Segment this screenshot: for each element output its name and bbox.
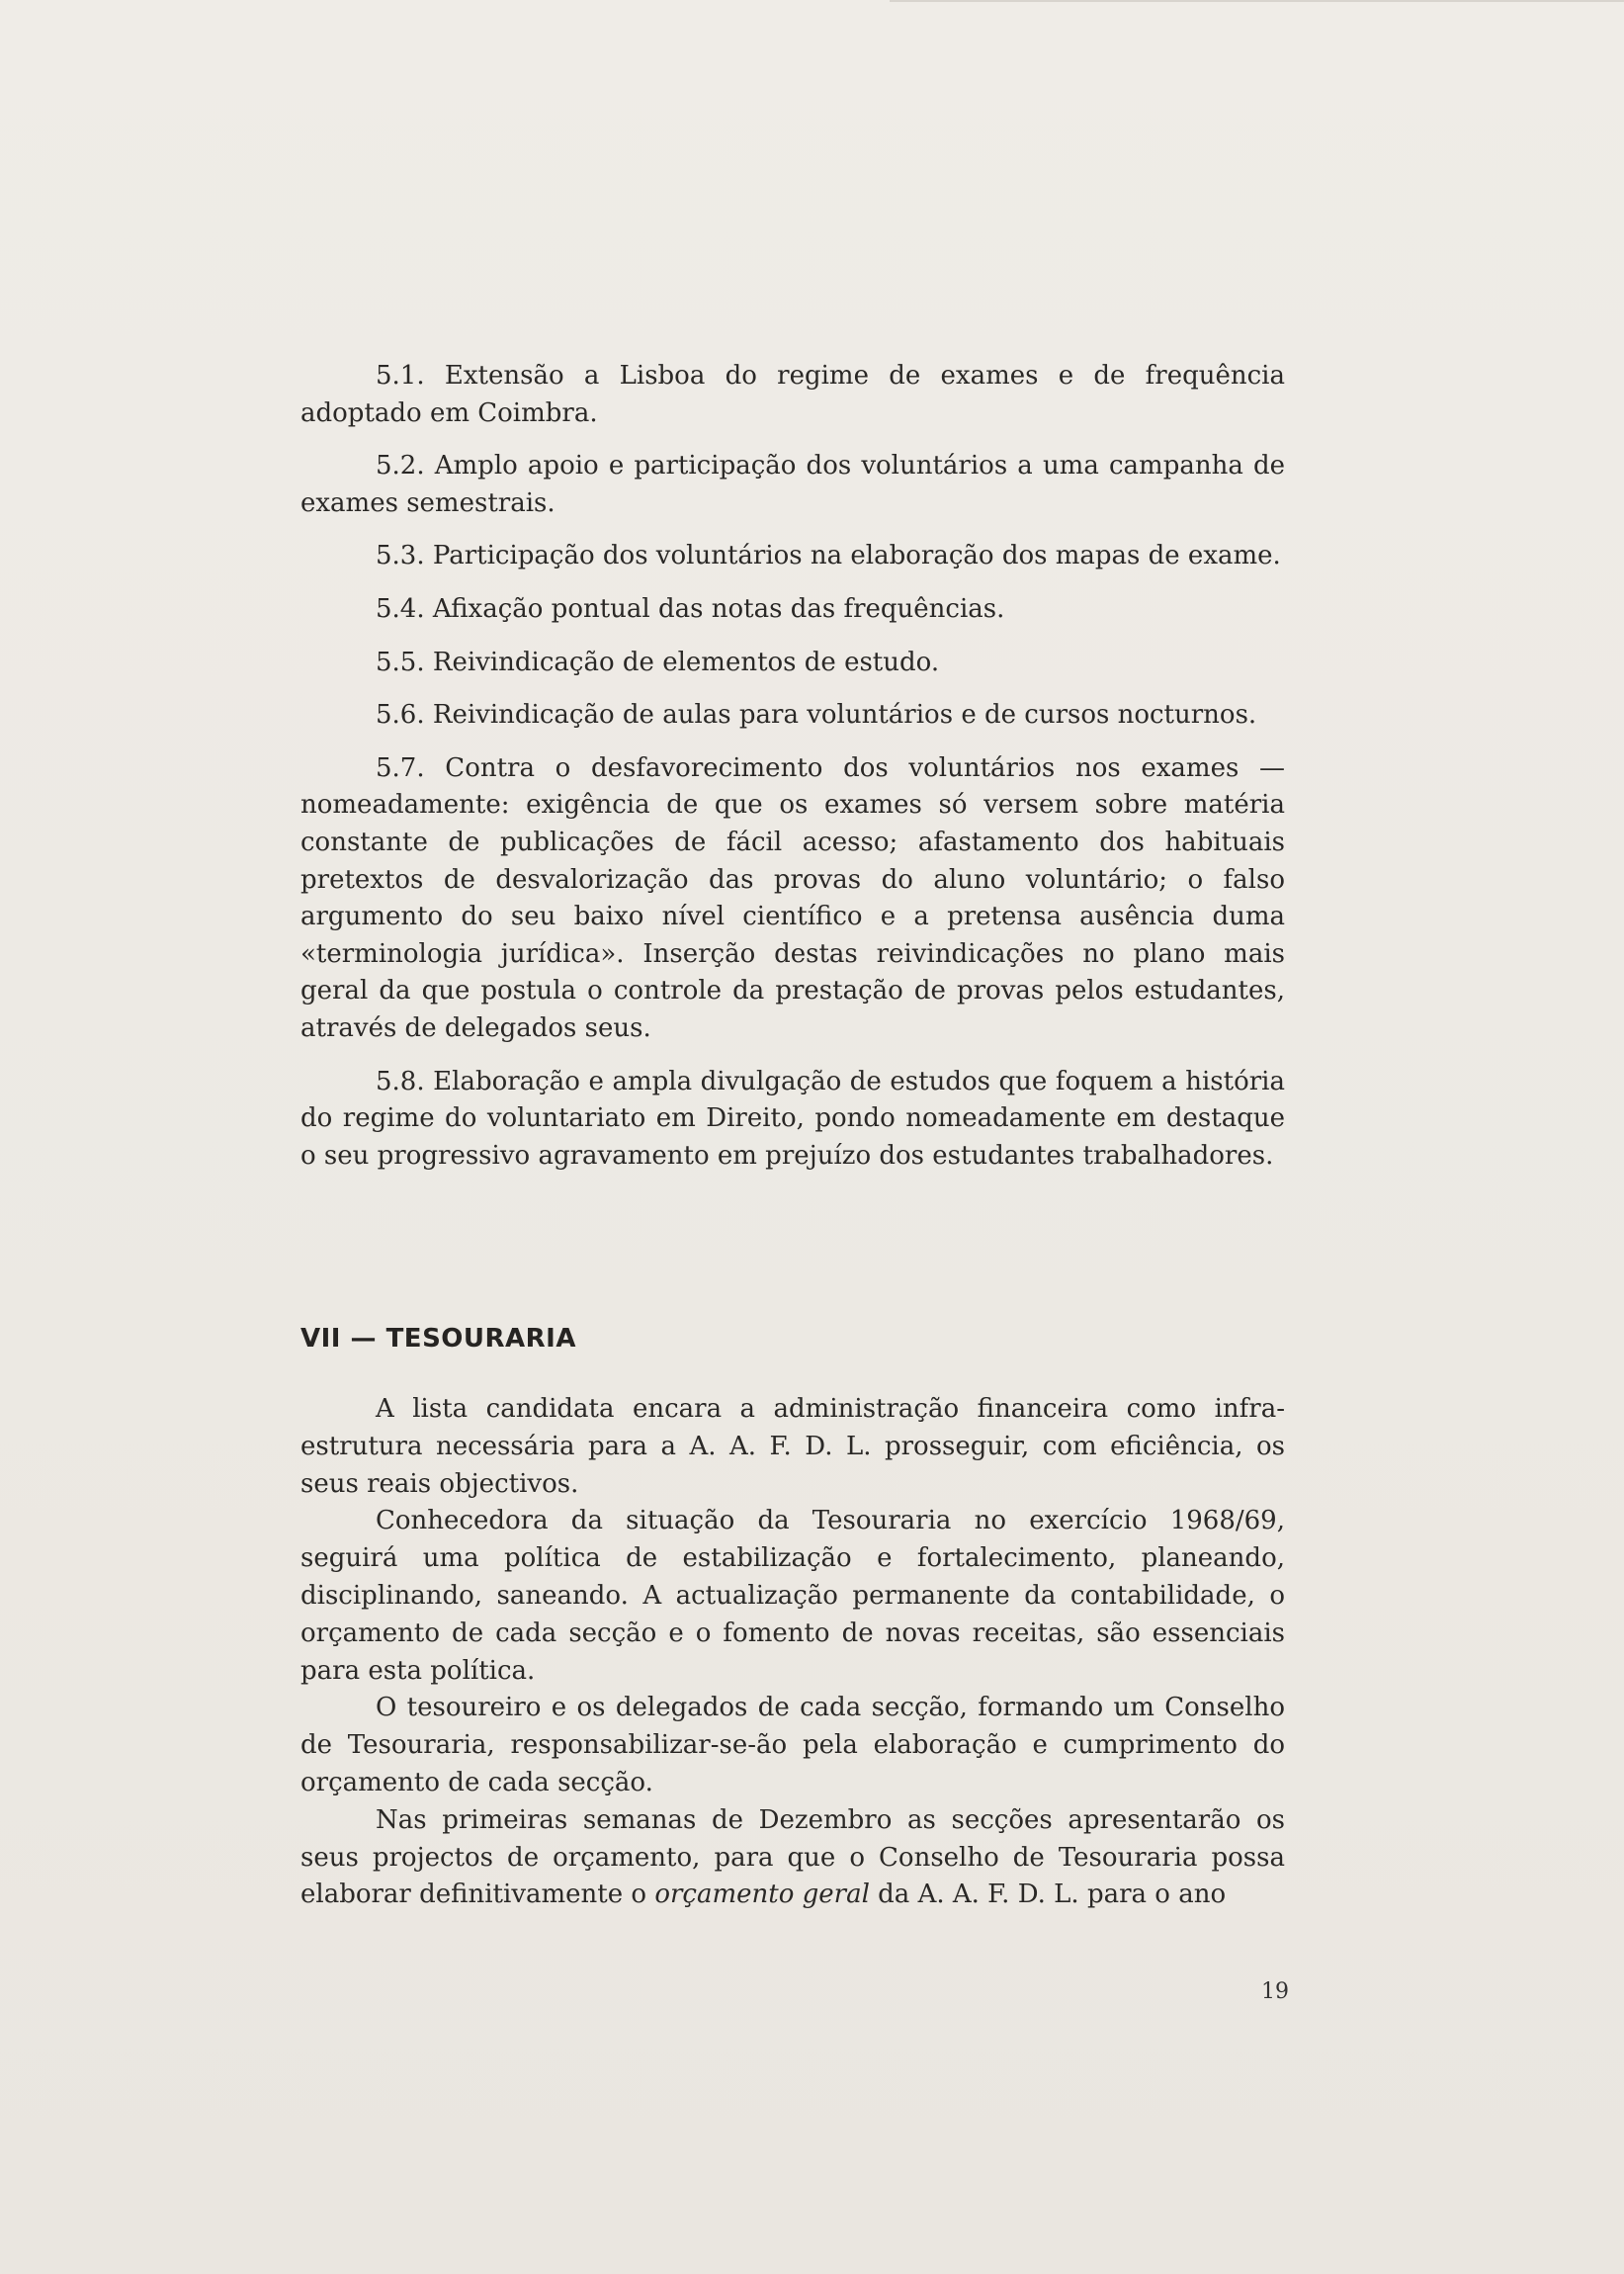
paragraph-1: A lista candidata encara a administração financeira como infra-estrutura necessária para a A. A. F. D. L. prosseguir, com eficiência, os seus reais objectivos. — [300, 1394, 1285, 1499]
paragraph-4-italic: orçamento geral — [654, 1880, 870, 1910]
page-number: 19 — [1261, 1979, 1289, 2004]
paragraph-2: Conhecedora da situação da Tesouraria no exercício 1968/69, seguirá uma política de estabilização e fortalecimento, planeando, disciplinando, saneando. A actualização permanente da contabilidade, o orçamento de cada secção e o fomento de novas receitas, são essenciais para esta política. — [300, 1506, 1285, 1686]
item-5-5: 5.5. Reivindicação de elementos de estudo. — [376, 647, 940, 677]
paragraph-4-start: Nas primeiras semanas de Dezembro as secções apresentarão os seus projectos de orçamento, para que o Conselho de Tesouraria possa elaborar definitivamente o — [300, 1804, 1285, 1910]
item-5-6: 5.6. Reivindicação de aulas para voluntários e de cursos nocturnos. — [376, 700, 1257, 731]
section-heading-tesouraria: VII — TESOURARIA — [300, 1324, 576, 1354]
paragraph-4-end: da A. A. F. D. L. para o ano — [869, 1880, 1227, 1910]
section-5-list — [300, 358, 1285, 1190]
item-5-8: 5.8. Elaboração e ampla divulgação de estudos que foquem a história do regime do voluntariato em Direito, pondo nomeadamente em destaque o seu progressivo agravamento em prejuízo dos estudantes trabalhadores. — [300, 1066, 1285, 1171]
page-edge-line — [890, 0, 1624, 2]
item-5-7: 5.7. Contra o desfavorecimento dos voluntários nos exames — nomeadamente: exigência de que os exames só versem sobre matéria constante de publicações de fácil acesso; afastamento dos habituais pretextos de desvalorização das provas do aluno voluntário; o falso argumento do seu baixo nível científico e a pretensa ausência duma «terminologia jurídica». Inserção destas reivindicações no plano mais geral da que postula o controle da prestação de provas pelos estudantes, através de delegados seus. — [300, 752, 1285, 1043]
paragraph-4 — [300, 1802, 1285, 1914]
item-5-1: 5.1. Extensão a Lisboa do regime de exames e de frequência adoptado em Coimbra. — [300, 361, 1285, 428]
paragraph-3: O tesoureiro e os delegados de cada secção, formando um Conselho de Tesouraria, responsabilizar-se-ão pela elaboração e cumprimento do orçamento de cada secção. — [300, 1693, 1285, 1797]
item-5-3: 5.3. Participação dos voluntários na elaboração dos mapas de exame. — [376, 541, 1281, 571]
item-5-2: 5.2. Amplo apoio e participação dos voluntários a uma campanha de exames semestrais. — [300, 451, 1285, 518]
section-7-body — [300, 1391, 1285, 1914]
item-5-4: 5.4. Afixação pontual das notas das frequências. — [376, 593, 1005, 624]
